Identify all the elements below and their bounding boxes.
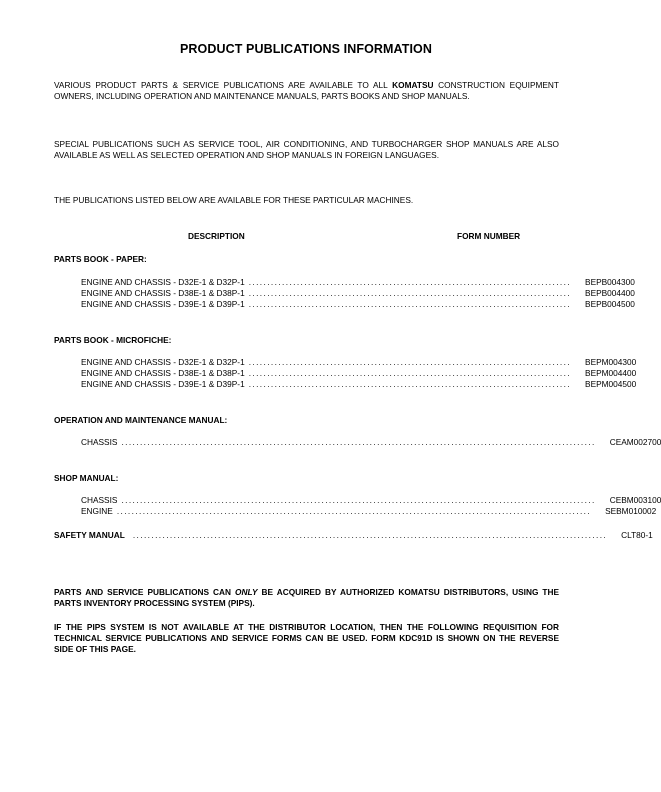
row-description: ENGINE AND CHASSIS - D39E-1 & D39P-1: [81, 379, 245, 389]
publication-row: [81, 506, 657, 517]
dot-leader: ................................................................................................................................: [121, 495, 596, 505]
publication-row: [81, 357, 637, 368]
dot-leader: .......................................................................................: [248, 368, 572, 378]
row-form-number: CLT80-1: [621, 530, 653, 540]
page-title: PRODUCT PUBLICATIONS INFORMATION: [179, 42, 433, 56]
publication-row: [81, 277, 635, 288]
dot-leader: .......................................................................................: [248, 299, 572, 309]
row-form-number: CEBM003100: [609, 495, 661, 505]
intro-p1-end: CONSTRUCTION EQUIPMENT OWNERS, INCLUDING OPERATION AND MAINTENANCE MANUALS, PARTS BOOKS AND SHOP MANUALS.: [54, 80, 559, 101]
row-form-number: BEPB004400: [585, 288, 635, 298]
intro-p1-start: VARIOUS PRODUCT PARTS & SERVICE PUBLICATIONS ARE AVAILABLE TO ALL: [54, 80, 393, 90]
publication-row: [81, 368, 637, 379]
row-description: ENGINE: [81, 506, 113, 516]
row-form-number: BEPB004300: [585, 277, 635, 287]
publication-row: [81, 288, 635, 299]
intro-paragraph-2: SPECIAL PUBLICATIONS SUCH AS SERVICE TOOL, AIR CONDITIONING, AND TURBOCHARGER SHOP MANUALS ARE ALSO AVAILABLE AS WELL AS SELECTED OPERATION AND SHOP MANUALS IN FOREIGN LANGUAGES.: [54, 139, 559, 160]
safety-manual-row: [54, 530, 653, 541]
column-header-form-number: FORM NUMBER: [457, 231, 521, 241]
row-description: ENGINE AND CHASSIS - D38E-1 & D38P-1: [81, 288, 245, 298]
dot-leader: .......................................................................................: [248, 379, 572, 389]
row-description: CHASSIS: [81, 437, 118, 447]
safety-manual-label: SAFETY MANUAL: [54, 530, 125, 540]
dot-leader: .......................................................................................: [248, 288, 572, 298]
row-description: ENGINE AND CHASSIS - D39E-1 & D39P-1: [81, 299, 245, 309]
distributor-note: [54, 587, 559, 609]
row-form-number: BEPM004300: [585, 357, 637, 367]
publication-row: [81, 495, 661, 506]
row-description: ENGINE AND CHASSIS - D32E-1 & D32P-1: [81, 357, 245, 367]
section-heading-parts-microfiche: PARTS BOOK - MICROFICHE:: [54, 335, 172, 345]
pips-note: IF THE PIPS SYSTEM IS NOT AVAILABLE AT THE DISTRIBUTOR LOCATION, THEN THE FOLLOWING REQUISITION FOR TECHNICAL SERVICE PUBLICATIONS AND SERVICE FORMS CAN BE USED. FORM KDC91D IS SHOWN ON THE REVERSE SIDE OF THIS PAGE.: [54, 622, 559, 654]
note-1-end: BE ACQUIRED BY AUTHORIZED KOMATSU DISTRIBUTORS, USING THE PARTS INVENTORY PROCESSING SYSTEM (PIPS).: [54, 587, 559, 608]
row-form-number: BEPM004500: [585, 379, 637, 389]
row-form-number: BEPM004400: [585, 368, 637, 378]
dot-leader: .......................................................................................: [248, 277, 572, 287]
section-heading-shop-manual: SHOP MANUAL:: [54, 473, 119, 483]
row-description: CHASSIS: [81, 495, 118, 505]
column-header-description: DESCRIPTION: [188, 231, 245, 241]
row-description: ENGINE AND CHASSIS - D38E-1 & D38P-1: [81, 368, 245, 378]
row-form-number: BEPB004500: [585, 299, 635, 309]
row-description: ENGINE AND CHASSIS - D32E-1 & D32P-1: [81, 277, 245, 287]
row-form-number: SEBM010002: [605, 506, 657, 516]
publication-row: [81, 379, 637, 390]
dot-leader: .......................................................................................: [248, 357, 572, 367]
publication-row: [81, 437, 661, 448]
publication-row: [81, 299, 635, 310]
note-1-emphasis: ONLY: [235, 587, 258, 597]
dot-leader: ................................................................................................................................: [121, 437, 596, 447]
intro-paragraph-1: [54, 80, 559, 102]
brand-name: KOMATSU: [392, 80, 434, 90]
row-form-number: CEAM002700: [609, 437, 661, 447]
dot-leader: ................................................................................................................................: [132, 530, 608, 540]
note-1-start: PARTS AND SERVICE PUBLICATIONS CAN: [54, 587, 236, 597]
section-heading-parts-paper: PARTS BOOK - PAPER:: [54, 254, 147, 264]
section-heading-om-manual: OPERATION AND MAINTENANCE MANUAL:: [54, 415, 228, 425]
dot-leader: ................................................................................................................................: [116, 506, 592, 516]
intro-paragraph-3: THE PUBLICATIONS LISTED BELOW ARE AVAILABLE FOR THESE PARTICULAR MACHINES.: [54, 195, 414, 205]
